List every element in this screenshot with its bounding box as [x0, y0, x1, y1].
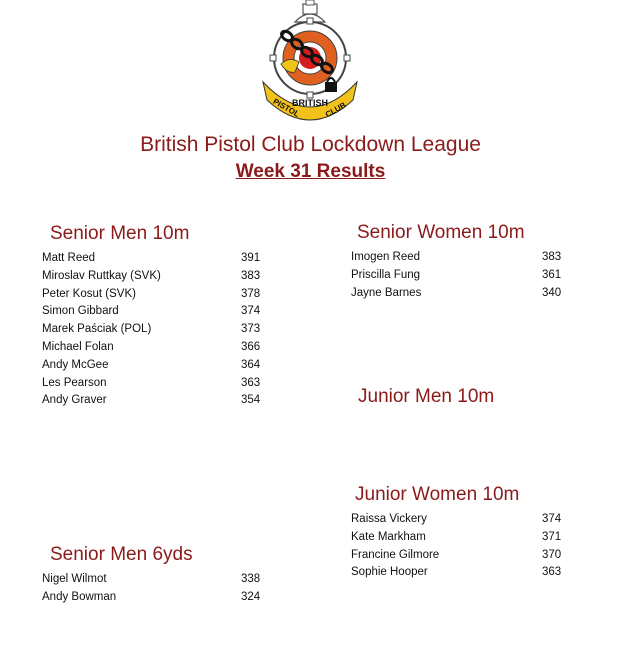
athlete-score: 364	[241, 358, 261, 371]
svg-text:PISTOL: PISTOL	[271, 96, 301, 119]
athlete-name: Francine Gilmore	[351, 548, 440, 561]
athlete-name: Nigel Wilmot	[42, 573, 107, 585]
athlete-name: Matt Reed	[42, 252, 96, 264]
result-row	[42, 357, 264, 375]
athlete-name: Priscilla Fung	[351, 268, 421, 281]
result-row	[351, 547, 566, 565]
athlete-score: 363	[241, 376, 261, 389]
athlete-name: Kate Markham	[351, 530, 426, 543]
section-junior-women-10m	[355, 484, 519, 506]
result-row	[42, 392, 264, 410]
section-title: Senior Men 10m	[50, 223, 190, 244]
result-row	[351, 529, 566, 547]
athlete-name: Raissa Vickery	[351, 513, 427, 525]
results-senior-men-10m	[42, 250, 264, 410]
athlete-score: 383	[241, 269, 261, 282]
athlete-score: 366	[241, 340, 261, 353]
athlete-score: 383	[542, 251, 562, 263]
result-row	[42, 250, 264, 268]
athlete-name: Simon Gibbard	[42, 305, 119, 318]
athlete-name: Andy Graver	[42, 394, 107, 407]
athlete-score: 363	[542, 566, 562, 579]
page-title: British Pistol Club Lockdown League	[140, 133, 481, 156]
athlete-score: 354	[241, 394, 261, 407]
athlete-name: Jayne Barnes	[351, 286, 422, 299]
athlete-name: Michael Folan	[42, 340, 114, 353]
athlete-score: 370	[542, 548, 562, 561]
athlete-name: Peter Kosut (SVK)	[42, 287, 136, 300]
club-logo	[255, 0, 365, 122]
svg-text:BRITISH: BRITISH	[292, 98, 328, 108]
result-row	[42, 268, 264, 286]
result-row	[351, 511, 566, 529]
section-senior-women-10m	[357, 222, 525, 244]
athlete-score: 378	[241, 287, 261, 300]
section-senior-men-6yds	[50, 544, 193, 566]
result-row	[351, 564, 566, 582]
athlete-name: Marek Paściak (POL)	[42, 323, 152, 336]
athlete-score: 373	[241, 323, 261, 336]
athlete-name: Miroslav Ruttkay (SVK)	[42, 269, 161, 282]
section-title: Senior Men 6yds	[50, 544, 193, 565]
athlete-name: Andy Bowman	[42, 590, 117, 603]
results-senior-men-6yds	[42, 571, 264, 607]
results-senior-women-10m	[351, 249, 566, 302]
result-row	[351, 249, 566, 267]
result-row	[42, 286, 264, 304]
athlete-name: Andy McGee	[42, 358, 109, 371]
section-junior-men-10m	[358, 386, 494, 408]
page-subtitle: Week 31 Results	[235, 161, 386, 182]
section-title: Senior Women 10m	[357, 222, 525, 243]
result-row	[42, 303, 264, 321]
athlete-score: 324	[241, 590, 261, 603]
athlete-name: Sophie Hooper	[351, 566, 428, 579]
athlete-score: 340	[542, 286, 562, 299]
athlete-score: 391	[241, 252, 261, 264]
result-row	[42, 339, 264, 357]
athlete-name: Les Pearson	[42, 376, 107, 389]
result-row	[42, 375, 264, 393]
athlete-score: 374	[542, 513, 562, 525]
athlete-name: Imogen Reed	[351, 251, 421, 263]
svg-text:CLUB: CLUB	[323, 100, 348, 120]
section-senior-men-10m	[50, 223, 189, 245]
result-row	[42, 589, 264, 607]
result-row	[351, 285, 566, 303]
athlete-score: 361	[542, 268, 562, 281]
result-row	[42, 571, 264, 589]
result-row	[351, 267, 566, 285]
athlete-score: 371	[542, 530, 562, 543]
section-title: Junior Men 10m	[358, 386, 495, 407]
athlete-score: 338	[241, 573, 261, 585]
section-title: Junior Women 10m	[355, 484, 520, 505]
results-junior-women-10m	[351, 511, 566, 582]
result-row	[42, 321, 264, 339]
athlete-score: 374	[241, 305, 261, 318]
